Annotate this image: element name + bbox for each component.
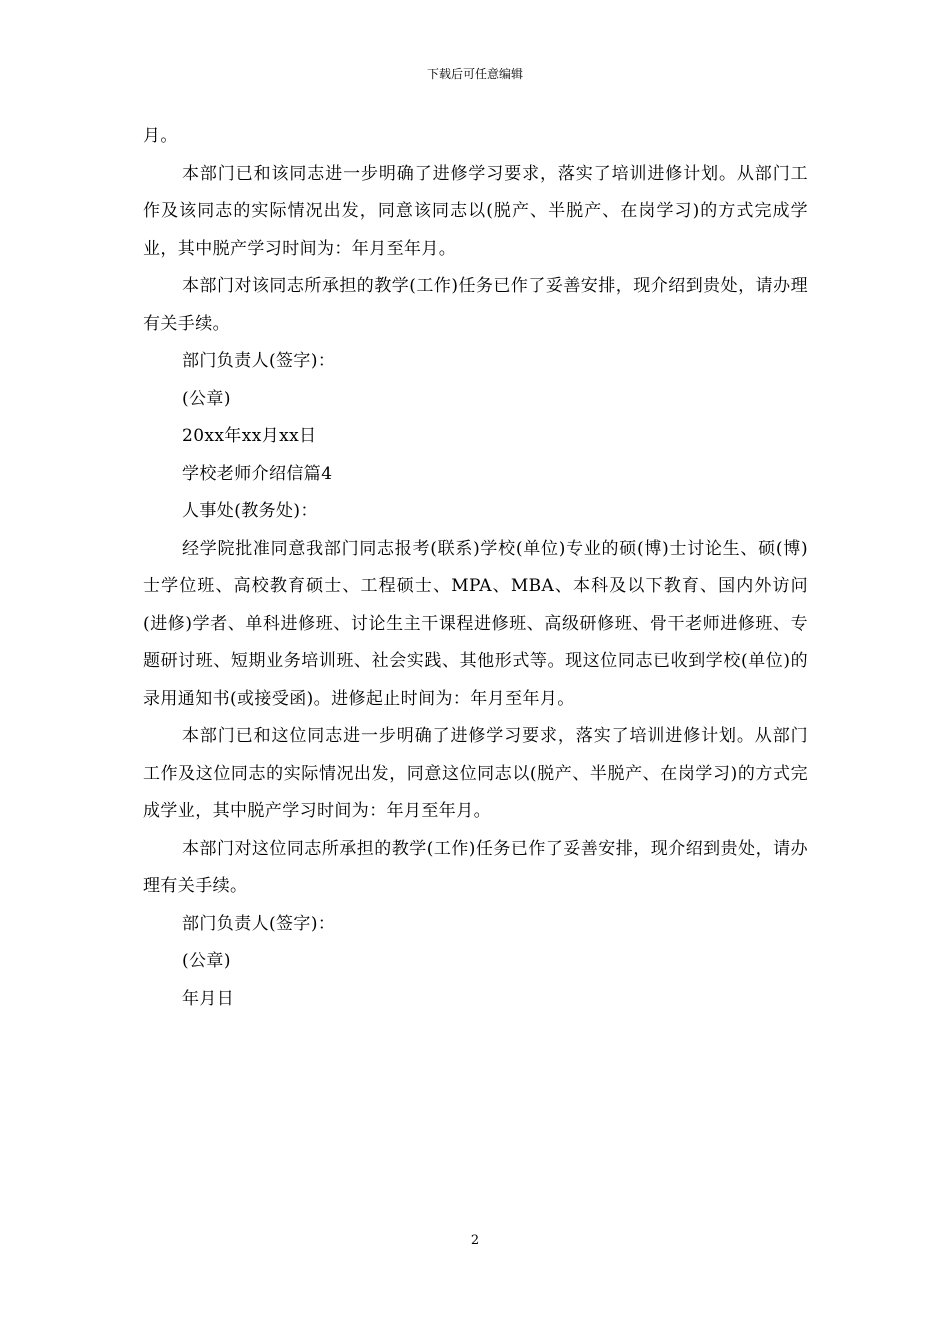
signature-line-2: 部门负责人(签字)： <box>182 913 336 934</box>
paragraph-work-arrangement: 本部门对该同志所承担的教学(工作)任务已作了妥善安排，现介绍到贵处，请办理有关手续。 <box>143 276 808 334</box>
date-line-2: 年月日 <box>182 988 235 1009</box>
page-header: 下载后可任意编辑 <box>426 67 523 81</box>
paragraph-study-plan: 本部门已和该同志进一步明确了进修学习要求，落实了培训进修计划。从部门工作及该同志的实际情况出发，同意该同志以(脱产、半脱产、在岗学习)的方式完成学业，其中脱产学习时间为：年月至年月。 <box>143 163 808 259</box>
date-line: 20xx年xx月xx日 <box>182 426 317 446</box>
official-seal-line: (公章) <box>182 388 231 409</box>
page-number: 2 <box>470 1233 480 1248</box>
paragraph-study-plan-2: 本部门已和这位同志进一步明确了进修学习要求，落实了培训进修计划。从部门工作及这位同志的实际情况出发，同意这位同志以(脱产、半脱产、在岗学习)的方式完成学业，其中脱产学习时间为：年月至年月。 <box>143 726 808 821</box>
paragraph-continuation: 月。 <box>143 126 178 146</box>
paragraph-approval: 经学院批准同意我部门同志报考(联系)学校(单位)专业的硕(博)士讨论生、硕(博)士学位班、高校教育硕士、工程硕士、MPA、MBA、本科及以下教育、国内外访问(进修)学者、单科进修班、讨论生主干课程进修班、高级研修班、骨干老师进修班、专题研讨班、短期业务培训班、社会实践、其他形式等。现这位同志已收到学校(单位)的录用通知书(或接受函)。进修起止时间为：年月至年月。 <box>143 538 808 709</box>
paragraph-work-arrangement-2: 本部门对这位同志所承担的教学(工作)任务已作了妥善安排，现介绍到贵处，请办理有关手续。 <box>143 838 808 896</box>
document-body <box>143 118 808 1018</box>
section-title: 学校老师介绍信篇4 <box>182 463 333 484</box>
official-seal-line-2: (公章) <box>182 951 231 971</box>
letter-salutation: 人事处(教务处)： <box>182 501 318 521</box>
signature-line: 部门负责人(签字)： <box>182 351 336 371</box>
